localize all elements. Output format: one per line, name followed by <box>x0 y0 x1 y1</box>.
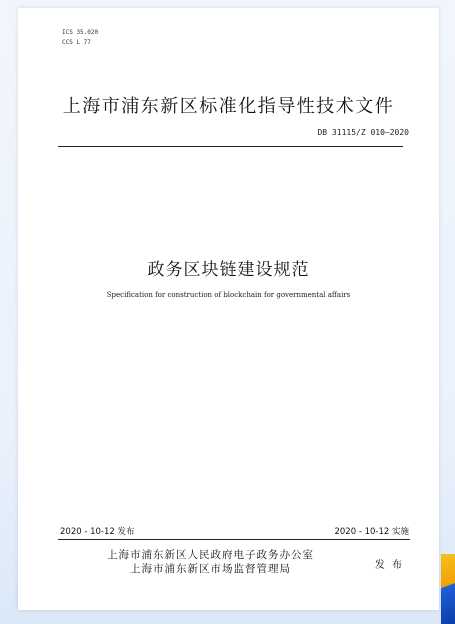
implementation-date: 2020 - 10-12 实施 <box>334 527 409 537</box>
ics-code: ICS 35.020 <box>62 29 99 36</box>
footer-divider <box>58 539 410 540</box>
document-cover-page <box>18 8 439 610</box>
header-divider <box>58 146 403 147</box>
classification-codes <box>62 28 98 48</box>
corner-accent-graphic <box>441 554 455 624</box>
issuer-line: 上海市浦东新区人民政府电子政务办公室 <box>107 549 314 561</box>
issue-date: 2020 - 10-12 发布 <box>60 527 135 537</box>
issuing-authorities <box>68 548 353 576</box>
standard-number: DB 31115/Z 010—2020 <box>317 128 409 137</box>
publish-label: 发 布 <box>374 560 404 571</box>
document-title-chinese: 政务区块链建设规范 <box>147 260 310 280</box>
document-title-english: Specification for construction of blockchain for governmental affairs <box>106 291 351 299</box>
ccs-code: CCS L 77 <box>62 39 91 46</box>
standard-category-title: 上海市浦东新区标准化指导性技术文件 <box>62 96 395 117</box>
issuer-line: 上海市浦东新区市场监督管理局 <box>130 563 291 575</box>
